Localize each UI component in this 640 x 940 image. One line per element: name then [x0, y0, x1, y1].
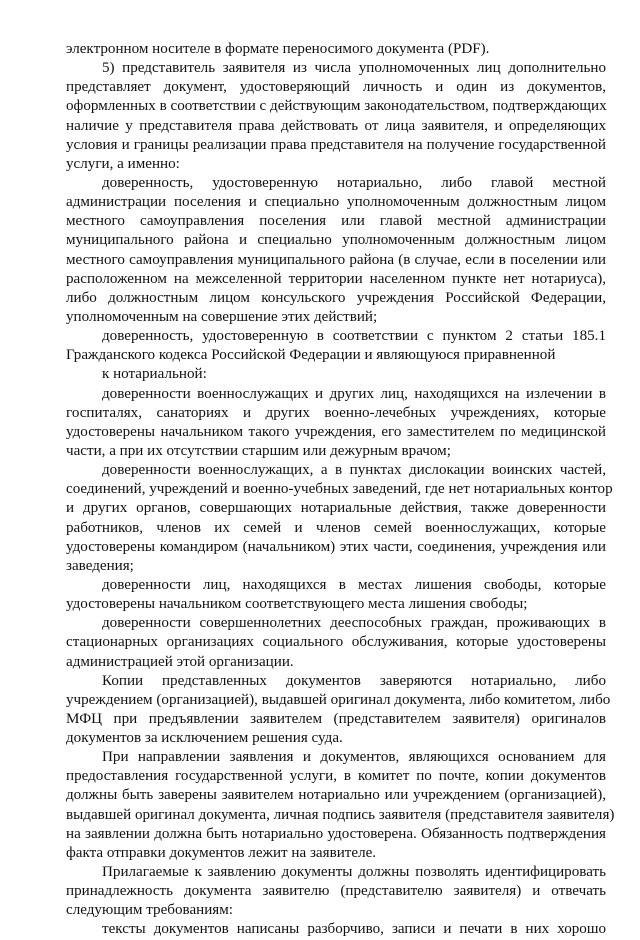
text-line: Копии представленных документов заверяются нотариально, либо — [102, 672, 606, 689]
text-line: местного самоуправления муниципального района (в случае, если в поселении или — [66, 251, 606, 268]
text-line: администрации поселения и специально уполномоченным должностным лицом — [66, 194, 606, 211]
text-line: расположенном на межселенной территории населенном пункте нет нотариуса), — [66, 270, 606, 287]
text-line: представляет документ, удостоверяющий личность и один из документов, — [66, 79, 606, 96]
text-line: на заявлении должна быть нотариально удостоверена. Обязанность подтверждения — [66, 825, 606, 842]
text-line: доверенности военнослужащих и других лиц, находящихся на излечении в — [102, 385, 606, 402]
text-line: заведения; — [66, 557, 134, 574]
text-line: оформленных в соответствии с действующим законодательством, подтверждающих — [66, 98, 607, 115]
text-line: учреждением (организацией), выдавшей оригинал документа, либо комитетом, либо — [66, 691, 611, 708]
text-line: удостоверены начальником такого учреждения, его заместителем по медицинской — [66, 423, 606, 440]
text-line: При направлении заявления и документов, являющихся основанием для — [102, 749, 606, 766]
text-line: части, а при их отсутствии старшим или дежурным врачом; — [66, 442, 451, 459]
text-line: стационарных организациях социального обслуживания, которые удостоверены — [66, 634, 606, 651]
text-line: к нотариальной: — [102, 366, 207, 383]
text-line: выдавшей оригинал документа, личная подпись заявителя (представителя заявителя) — [66, 806, 615, 823]
text-line: факта отправки документов лежит на заявителе. — [66, 844, 377, 861]
text-line: уполномоченным на совершение этих действий; — [66, 308, 378, 325]
text-line: и других органов, совершающих нотариальные действия, также доверенности — [66, 500, 606, 517]
text-line: принадлежность документа заявителю (представителю заявителя) и отвечать — [66, 883, 606, 900]
text-line: доверенность, удостоверенную в соответствии с пунктом 2 статьи 185.1 — [102, 328, 606, 345]
text-line: доверенности лиц, находящихся в местах лишения свободы, которые — [102, 576, 606, 593]
text-line: доверенность, удостоверенную нотариально, либо главой местной — [102, 174, 606, 191]
text-line: наличие у представителя права действовать от лица заявителя, и определяющих — [66, 117, 606, 134]
text-line: тексты документов написаны разборчиво, записи и печати в них хорошо — [102, 921, 606, 938]
text-line: Гражданского кодекса Российской Федерации и являющуюся приравненной — [66, 347, 556, 364]
text-line: работников, членов их семей и членов семей военнослужащих, которые — [66, 519, 606, 536]
text-line: электронном носителе в формате переносимого документа (PDF). — [66, 41, 490, 57]
text-line: госпиталях, санаториях и других военно-лечебных учреждениях, которые — [66, 404, 606, 421]
text-line: Прилагаемые к заявлению документы должны позволять идентифицировать — [102, 864, 606, 881]
text-line: удостоверены начальником соответствующего места лишения свободы; — [66, 596, 528, 613]
text-line: МФЦ при предъявлении заявителем (представителем заявителя) оригиналов — [66, 710, 606, 727]
text-line: удостоверены командиром (начальником) этих части, соединения, учреждения или — [66, 538, 606, 555]
text-line: соединений, учреждений и военно-учебных заведений, где нет нотариальных контор — [66, 481, 613, 498]
text-line: условия и границы реализации права представителя на получение государственной — [66, 136, 606, 153]
text-line: муниципального района и специально уполномоченным должностным лицом — [66, 232, 606, 249]
text-line: следующим требованиям: — [66, 902, 233, 919]
text-line: доверенности совершеннолетних дееспособных граждан, проживающих в — [102, 615, 606, 632]
document-body — [66, 40, 615, 940]
text-line: администрацией этой организации. — [66, 653, 294, 670]
text-line: должны быть заверены заявителем нотариально или учреждением (организацией), — [66, 787, 606, 804]
text-line: документов за исключением решения суда. — [66, 730, 343, 747]
text-line: доверенности военнослужащих, а в пунктах дислокации воинских частей, — [102, 462, 606, 479]
text-line: местного самоуправления поселения или главой местной администрации — [66, 213, 606, 230]
text-line: либо должностным лицом консульского учреждения Российской Федерации, — [66, 289, 606, 306]
text-line: предоставления государственной услуги, в комитет по почте, копии документов — [66, 768, 606, 785]
text-line: 5) представитель заявителя из числа уполномоченных лиц дополнительно — [102, 60, 606, 77]
text-line: услуги, а именно: — [66, 155, 180, 172]
